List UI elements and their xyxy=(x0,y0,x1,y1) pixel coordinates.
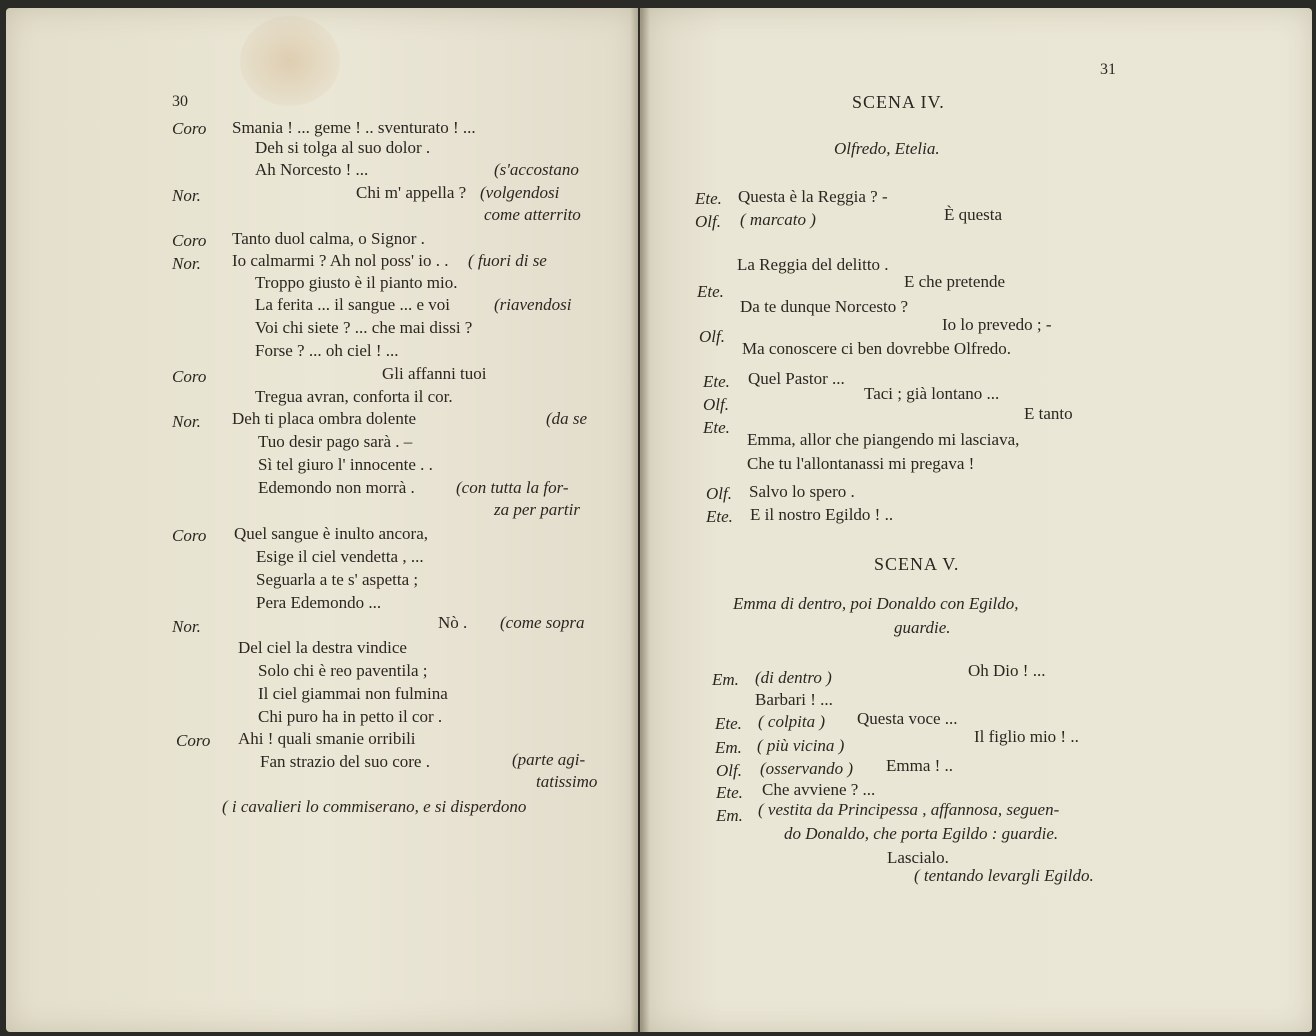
scene-characters: Emma di dentro, poi Donaldo con Egildo, xyxy=(733,594,1019,613)
stage-direction: (s'accostano xyxy=(494,160,579,179)
speaker: Ete. xyxy=(703,372,730,391)
verse-line: Il ciel giammai non fulmina xyxy=(258,684,448,703)
stage-direction: do Donaldo, che porta Egildo : guardie. xyxy=(784,824,1059,843)
verse-line: Voi chi siete ? ... che mai dissi ? xyxy=(255,318,473,337)
speaker: Nor. xyxy=(172,617,201,636)
verse-line: Che avviene ? ... xyxy=(762,780,876,799)
speaker: Nor. xyxy=(172,254,201,273)
speaker: Nor. xyxy=(172,412,201,431)
scene-heading: SCENA V. xyxy=(874,554,960,574)
verse-line: Fan strazio del suo core . xyxy=(260,752,430,771)
verse-line: Ahi ! quali smanie orribili xyxy=(238,729,416,748)
verse-line: Ma conoscere ci ben dovrebbe Olfredo. xyxy=(742,339,1012,358)
stage-direction: ( più vicina ) xyxy=(757,736,845,755)
speaker: Em. xyxy=(712,670,739,689)
verse-line: Io calmarmi ? Ah nol poss' io . . xyxy=(232,251,449,270)
verse-line: Questa voce ... xyxy=(857,709,958,728)
verse-line: Il figlio mio ! .. xyxy=(974,727,1079,746)
verse-line: Chi m' appella ? xyxy=(356,183,467,202)
verse-line: Seguarla a te s' aspetta ; xyxy=(256,570,419,589)
stage-direction: (riavendosi xyxy=(494,295,572,314)
speaker: Em. xyxy=(716,806,743,825)
verse-line: Emma, allor che piangendo mi lasciava, xyxy=(747,430,1020,449)
verse-line: Emma ! .. xyxy=(886,756,954,775)
paper-stain xyxy=(240,16,340,106)
verse-line: Troppo giusto è il pianto mio. xyxy=(255,273,458,292)
speaker: Ete. xyxy=(697,282,724,301)
speaker: Ete. xyxy=(695,189,722,208)
verse-line: E il nostro Egildo ! .. xyxy=(750,505,894,524)
verse-line: Lascialo. xyxy=(887,848,949,867)
speaker: Coro xyxy=(172,231,207,250)
stage-direction: (osservando ) xyxy=(760,759,854,778)
verse-line: La ferita ... il sangue ... e voi xyxy=(255,295,450,314)
speaker: Olf. xyxy=(699,327,725,346)
scene-characters: Olfredo, Etelia. xyxy=(834,139,940,158)
stage-direction: ( tentando levargli Egildo. xyxy=(914,866,1094,885)
verse-line: Deh si tolga al suo dolor . xyxy=(255,138,431,157)
verse-line: Forse ? ... oh ciel ! ... xyxy=(255,341,399,360)
speaker: Olf. xyxy=(706,484,732,503)
stage-direction: za per partir xyxy=(494,500,580,519)
verse-line: Taci ; già lontano ... xyxy=(864,384,1000,403)
speaker: Ete. xyxy=(716,783,743,802)
verse-line: Quel sangue è inulto ancora, xyxy=(234,524,429,543)
verse-line: Barbari ! ... xyxy=(755,690,833,709)
verse-line: Esige il ciel vendetta , ... xyxy=(256,547,424,566)
verse-line: Pera Edemondo ... xyxy=(256,593,382,612)
stage-direction: ( colpita ) xyxy=(758,712,826,731)
verse-line: Io lo prevedo ; - xyxy=(942,315,1052,334)
speaker: Coro xyxy=(172,526,207,545)
verse-line: Questa è la Reggia ? - xyxy=(738,187,888,206)
verse-line: Edemondo non morrà . xyxy=(258,478,415,497)
verse-line: E tanto xyxy=(1024,404,1073,423)
verse-line: La Reggia del delitto . xyxy=(737,255,889,274)
verse-line: Tuo desir pago sarà . – xyxy=(258,432,413,451)
stage-direction: (volgendosi xyxy=(480,183,560,202)
verse-line: Gli affanni tuoi xyxy=(382,364,487,383)
stage-direction: (come sopra xyxy=(500,613,585,632)
speaker: Coro xyxy=(176,731,211,750)
speaker: Ete. xyxy=(703,418,730,437)
verse-line: Oh Dio ! ... xyxy=(968,661,1046,680)
speaker: Coro xyxy=(172,367,207,386)
speaker: Ete. xyxy=(706,507,733,526)
stage-direction: (da se xyxy=(546,409,588,428)
verse-line: Salvo lo spero . xyxy=(749,482,855,501)
speaker: Nor. xyxy=(172,186,201,205)
verse-line: Deh ti placa ombra dolente xyxy=(232,409,417,428)
verse-line: Smania ! ... geme ! .. sventurato ! ... xyxy=(232,118,476,137)
speaker: Olf. xyxy=(695,212,721,231)
speaker: Olf. xyxy=(716,761,742,780)
stage-direction: ( vestita da Principessa , affannosa, seguen- xyxy=(758,800,1060,819)
speaker: Ete. xyxy=(715,714,742,733)
verse-line: È questa xyxy=(944,205,1003,224)
speaker: Coro xyxy=(172,119,207,138)
speaker: Em. xyxy=(715,738,742,757)
verse-line: Solo chi è reo paventila ; xyxy=(258,661,428,680)
stage-direction: come atterrito xyxy=(484,205,581,224)
stage-direction: (con tutta la for- xyxy=(456,478,569,497)
verse-line: Ah Norcesto ! ... xyxy=(255,160,369,179)
book-gutter xyxy=(630,8,650,1032)
scene-characters: guardie. xyxy=(894,618,951,637)
verse-line: Da te dunque Norcesto ? xyxy=(740,297,909,316)
stage-direction: ( fuori di se xyxy=(468,251,547,270)
stage-direction: (di dentro ) xyxy=(755,668,832,687)
scene-heading: SCENA IV. xyxy=(852,92,945,112)
verse-line: Tanto duol calma, o Signor . xyxy=(232,229,425,248)
verse-line: Che tu l'allontanassi mi pregava ! xyxy=(747,454,975,473)
left-page-number: 30 xyxy=(172,93,188,110)
right-page-number: 31 xyxy=(1100,61,1116,78)
verse-line: Del ciel la destra vindice xyxy=(238,638,407,657)
verse-line: Nò . xyxy=(438,613,468,632)
speaker: Olf. xyxy=(703,395,729,414)
stage-direction: ( marcato ) xyxy=(740,210,816,229)
verse-line: E che pretende xyxy=(904,272,1005,291)
stage-direction: tatissimo xyxy=(536,772,598,791)
verse-line: Quel Pastor ... xyxy=(748,369,845,388)
verse-line: Sì tel giuro l' innocente . . xyxy=(258,455,433,474)
verse-line: Chi puro ha in petto il cor . xyxy=(258,707,443,726)
stage-direction: ( i cavalieri lo commiserano, e si disperdono xyxy=(222,797,527,816)
verse-line: Tregua avran, conforta il cor. xyxy=(255,387,453,406)
stage-direction: (parte agi- xyxy=(512,750,586,769)
